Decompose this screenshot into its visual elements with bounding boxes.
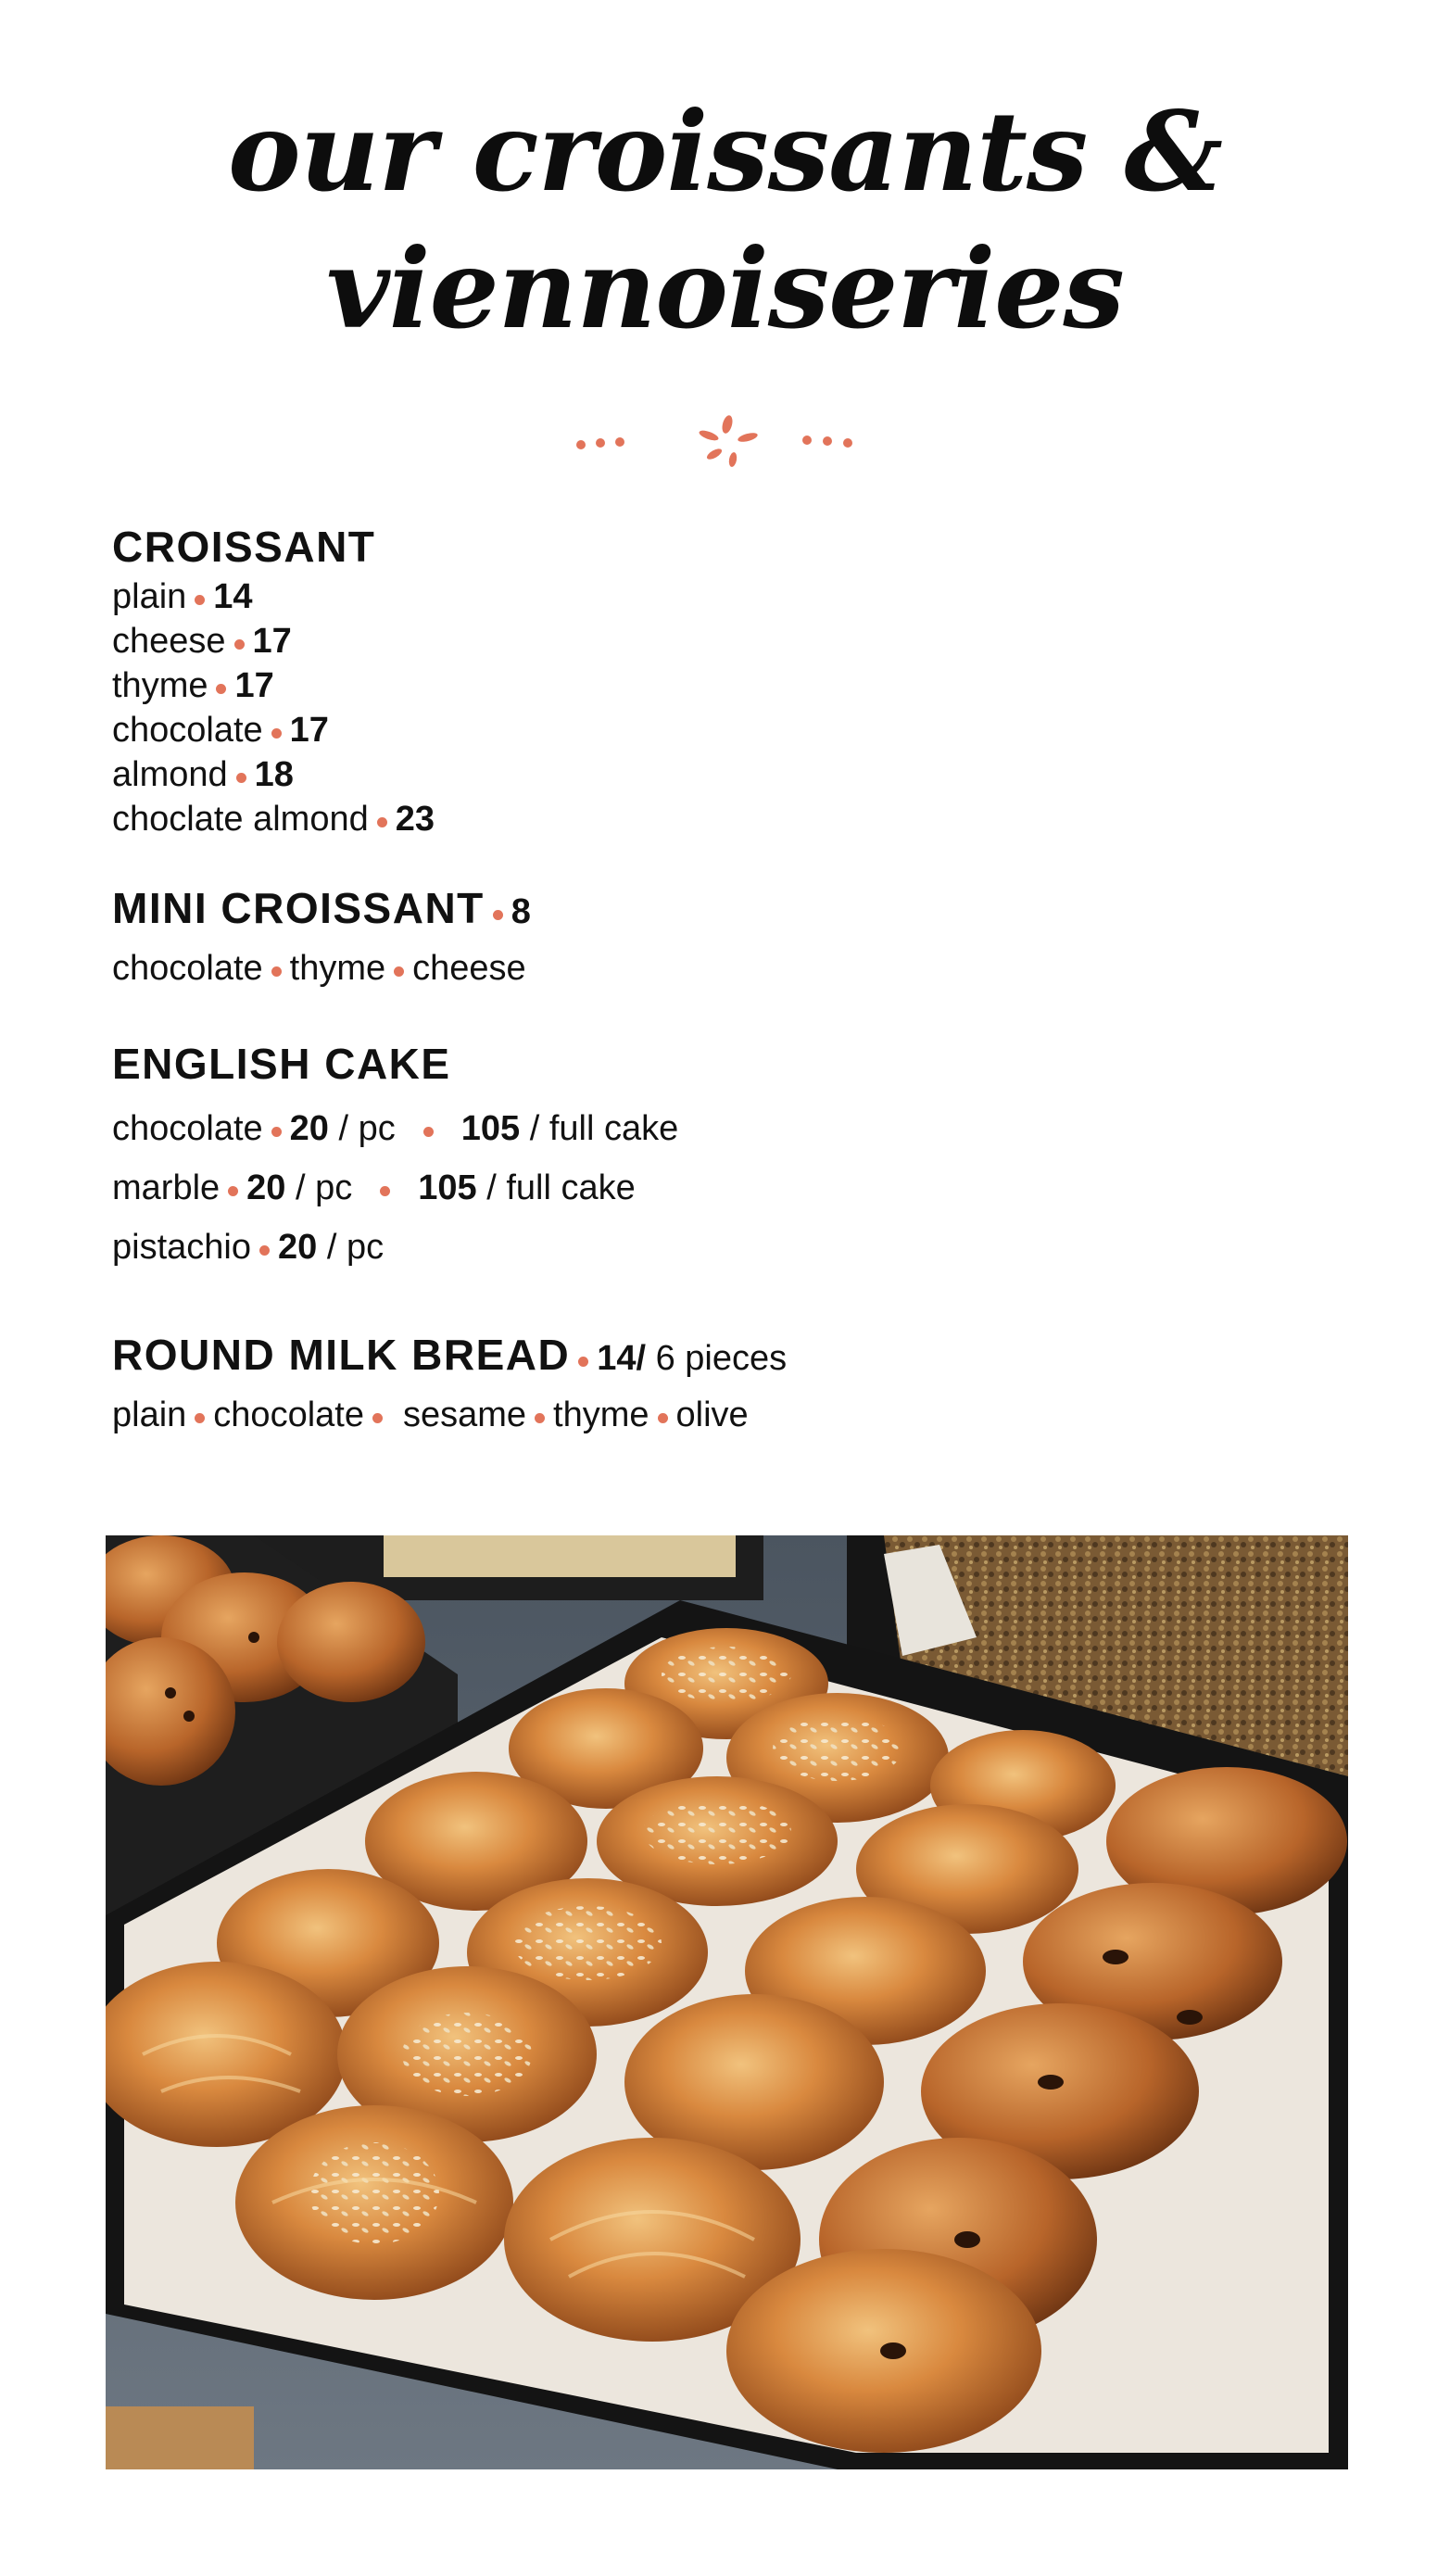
item-price: 14 (213, 577, 253, 616)
item-name: chocolate (112, 1109, 263, 1148)
item-name: cheese (112, 622, 226, 661)
title-line-2: viennoiseries (326, 224, 1124, 353)
flavor: thyme (289, 949, 386, 988)
flavor: thyme (553, 1395, 649, 1434)
price-slash: / (636, 1339, 647, 1378)
bullet-dot (195, 1413, 205, 1423)
section-heading: CROISSANT (112, 523, 376, 571)
bullet-dot (394, 966, 404, 977)
section-heading (112, 880, 1317, 940)
menu-item (112, 575, 1317, 619)
unit-label: / full cake (529, 1109, 679, 1148)
item-name: thyme (112, 666, 208, 705)
item-name: marble (112, 1168, 221, 1207)
flavor-list (112, 1388, 1317, 1442)
flavor: plain (112, 1395, 187, 1434)
menu-item (112, 708, 1317, 752)
section-price: 8 (511, 892, 531, 931)
flavor: chocolate (213, 1395, 364, 1434)
bullet-dot (216, 684, 226, 694)
decorative-ornament (570, 408, 885, 473)
item-price: 17 (289, 711, 329, 750)
section-price: 14 (597, 1339, 637, 1378)
page-title (0, 83, 1450, 358)
flavor: cheese (412, 949, 526, 988)
item-price: 18 (254, 755, 294, 794)
menu-item (112, 797, 1317, 841)
unit-label: / pc (326, 1228, 385, 1267)
item-price: 17 (234, 666, 274, 705)
unit-label: / pc (338, 1109, 396, 1148)
title-line-1: our croissants & (228, 87, 1222, 216)
flavor-list (112, 943, 1317, 993)
section-round-milk-bread (112, 1325, 1317, 1442)
bullet-dot (578, 1357, 588, 1367)
bullet-dot (234, 639, 245, 650)
section-price-group (597, 1339, 787, 1378)
section-mini-croissant (112, 880, 1317, 993)
item-price: 23 (395, 800, 435, 839)
bullet-dot (658, 1413, 668, 1423)
section-heading (112, 1325, 1317, 1388)
bullet-dot (271, 728, 282, 739)
unit-label: 6 pieces (655, 1339, 788, 1378)
section-croissant (112, 519, 1317, 841)
item-name: pistachio (112, 1228, 251, 1267)
bullet-dot (423, 1127, 434, 1137)
price-per-piece: 20 (246, 1168, 286, 1207)
menu (112, 519, 1317, 1442)
unit-label: / pc (296, 1168, 353, 1207)
item-name: choclate almond (112, 800, 369, 839)
bullet-dot (493, 910, 503, 920)
bullet-dot (271, 966, 282, 977)
price-full-cake: 105 (418, 1168, 477, 1207)
price-full-cake: 105 (460, 1109, 521, 1148)
menu-item (112, 663, 1317, 708)
price-per-piece: 20 (277, 1228, 318, 1267)
price-per-piece: 20 (289, 1109, 329, 1148)
section-english-cake (112, 1036, 1317, 1277)
menu-item (112, 619, 1317, 663)
bullet-dot (228, 1186, 238, 1196)
flavor: chocolate (112, 949, 263, 988)
unit-label: / full cake (486, 1168, 636, 1207)
bullet-dot (236, 773, 246, 783)
bullet-dot (380, 1186, 390, 1196)
item-name: almond (112, 755, 228, 794)
flavor: sesame (402, 1395, 527, 1434)
pastry-tray-photo (106, 1535, 1348, 2469)
heading-text: MINI CROISSANT (112, 884, 485, 932)
bullet-dot (195, 595, 205, 605)
bullet-dot (271, 1127, 282, 1137)
flavor: olive (675, 1395, 749, 1434)
menu-item (112, 1158, 1317, 1218)
bullet-dot (535, 1413, 545, 1423)
item-name: plain (112, 577, 187, 616)
heading-text: ROUND MILK BREAD (112, 1331, 571, 1379)
bullet-dot (377, 817, 387, 827)
menu-item (112, 1218, 1317, 1277)
item-price: 17 (252, 622, 292, 661)
bullet-dot (372, 1413, 383, 1423)
section-heading: ENGLISH CAKE (112, 1040, 451, 1088)
menu-item (112, 1099, 1317, 1158)
menu-item (112, 752, 1317, 797)
bullet-dot (259, 1245, 270, 1256)
item-name: chocolate (112, 711, 263, 750)
pastry-illustration (106, 1535, 1348, 2469)
